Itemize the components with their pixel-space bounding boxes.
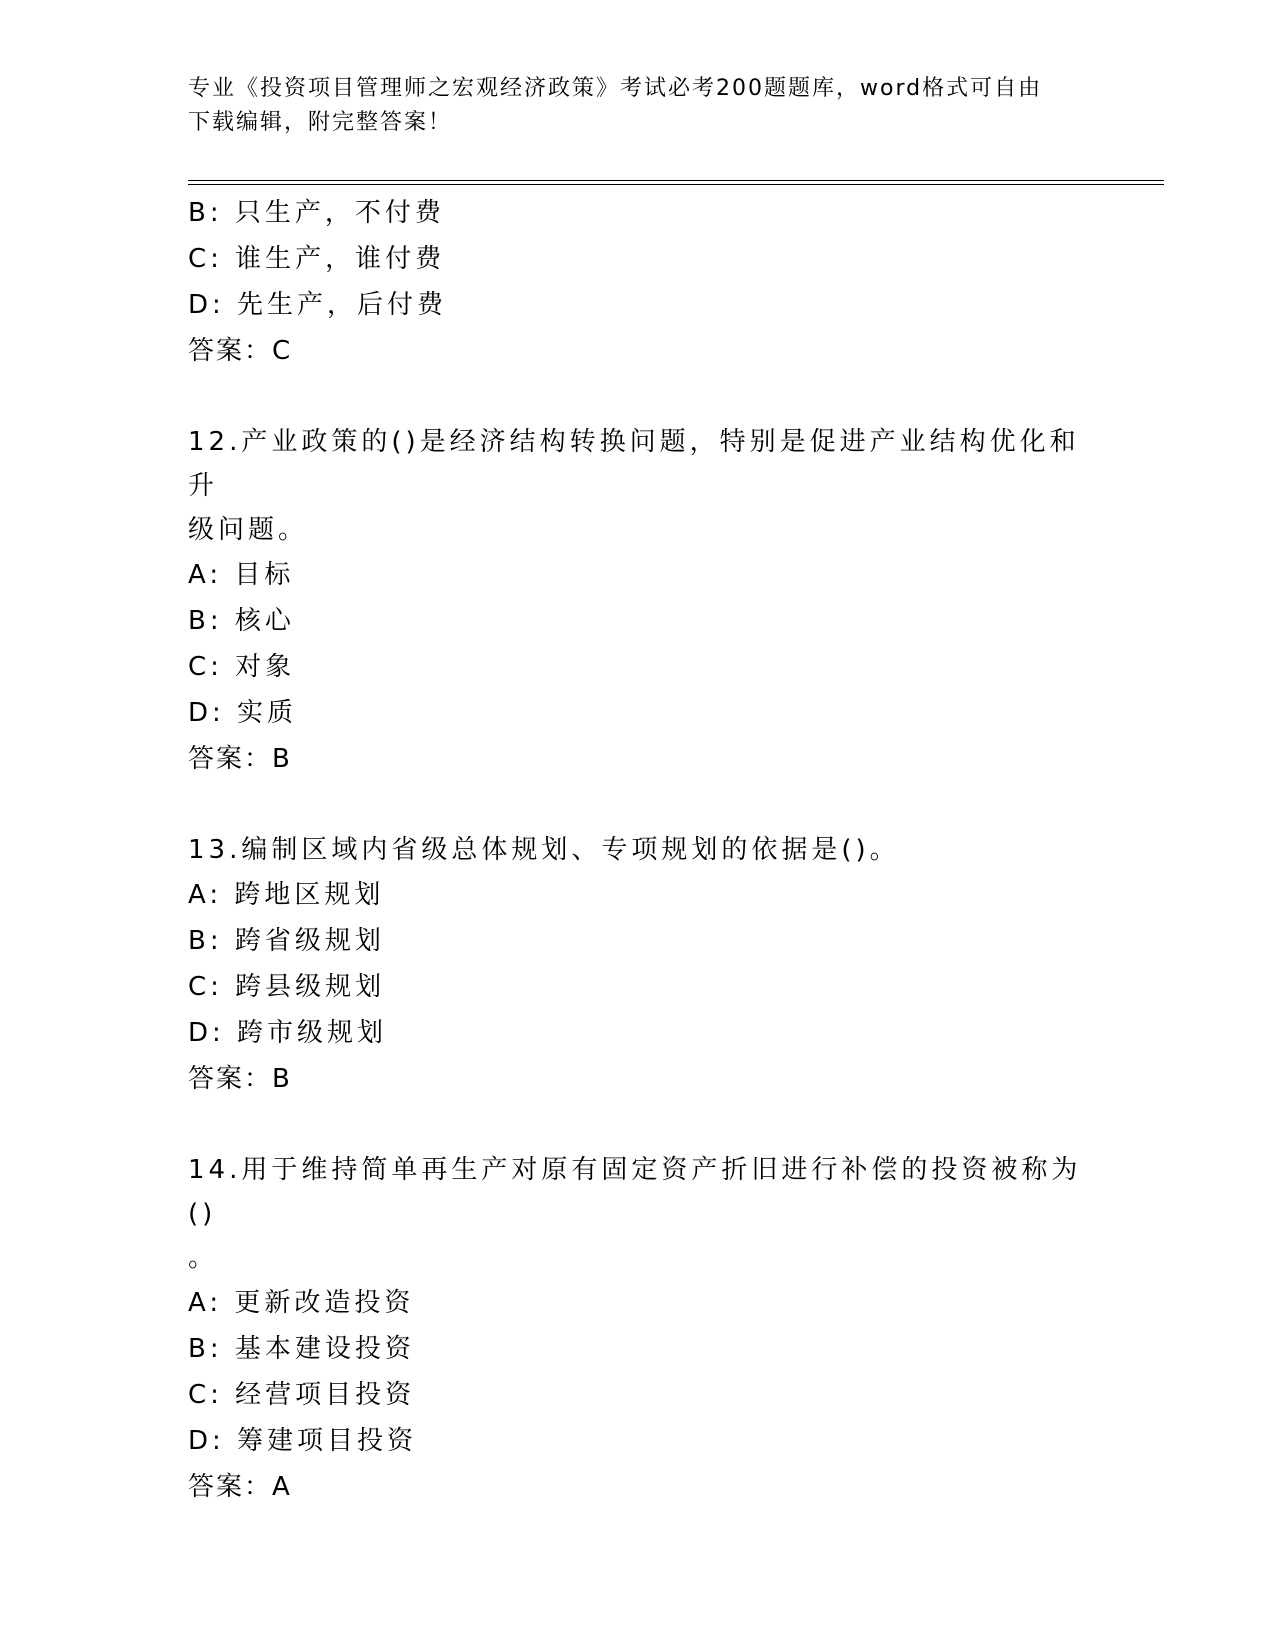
option-b: B: 跨省级规划 (188, 926, 385, 956)
question-14 (188, 1148, 1088, 1510)
option-a: A: 目标 (188, 560, 295, 590)
question-stem-line-2: 级问题。 (188, 515, 309, 545)
option-a: A: 更新改造投资 (188, 1288, 415, 1318)
option-d: D: 筹建项目投资 (188, 1426, 418, 1456)
option-b: B: 基本建设投资 (188, 1334, 415, 1364)
option-d: D: 跨市级规划 (188, 1018, 388, 1048)
answer: 答案：B (188, 1064, 292, 1094)
question-stem-line-2: 。 (188, 1243, 219, 1273)
answer: 答案：C (188, 336, 293, 366)
option-c: C: 谁生产，谁付费 (188, 244, 446, 274)
question-11-continued (188, 190, 1088, 374)
question-stem-line-1: 12.产业政策的()是经济结构转换问题，特别是促进产业结构优化和升 (188, 427, 1080, 501)
option-c: C: 跨县级规划 (188, 972, 386, 1002)
header-line-1: 专业《投资项目管理师之宏观经济政策》考试必考200题题库，word格式可自由 (188, 76, 1043, 101)
question-stem-line-1: 14.用于维持简单再生产对原有固定资产折旧进行补偿的投资被称为() (188, 1155, 1082, 1229)
option-a: A: 跨地区规划 (188, 880, 385, 910)
option-b: B: 只生产，不付费 (188, 198, 445, 228)
option-d: D: 先生产，后付费 (188, 290, 448, 320)
document-header (188, 72, 1088, 140)
question-list (188, 190, 1088, 1510)
option-c: C: 经营项目投资 (188, 1380, 416, 1410)
question-stem-line-1: 13.编制区域内省级总体规划、专项规划的依据是()。 (188, 835, 900, 865)
option-c: C: 对象 (188, 652, 296, 682)
question-13 (188, 828, 1088, 1102)
option-b: B: 核心 (188, 606, 295, 636)
header-divider-bottom (188, 184, 1164, 185)
header-divider-top (188, 180, 1164, 181)
question-12 (188, 420, 1088, 782)
answer: 答案：A (188, 1472, 292, 1502)
header-line-2: 下载编辑，附完整答案！ (188, 110, 453, 135)
option-d: D: 实质 (188, 698, 298, 728)
answer: 答案：B (188, 744, 292, 774)
